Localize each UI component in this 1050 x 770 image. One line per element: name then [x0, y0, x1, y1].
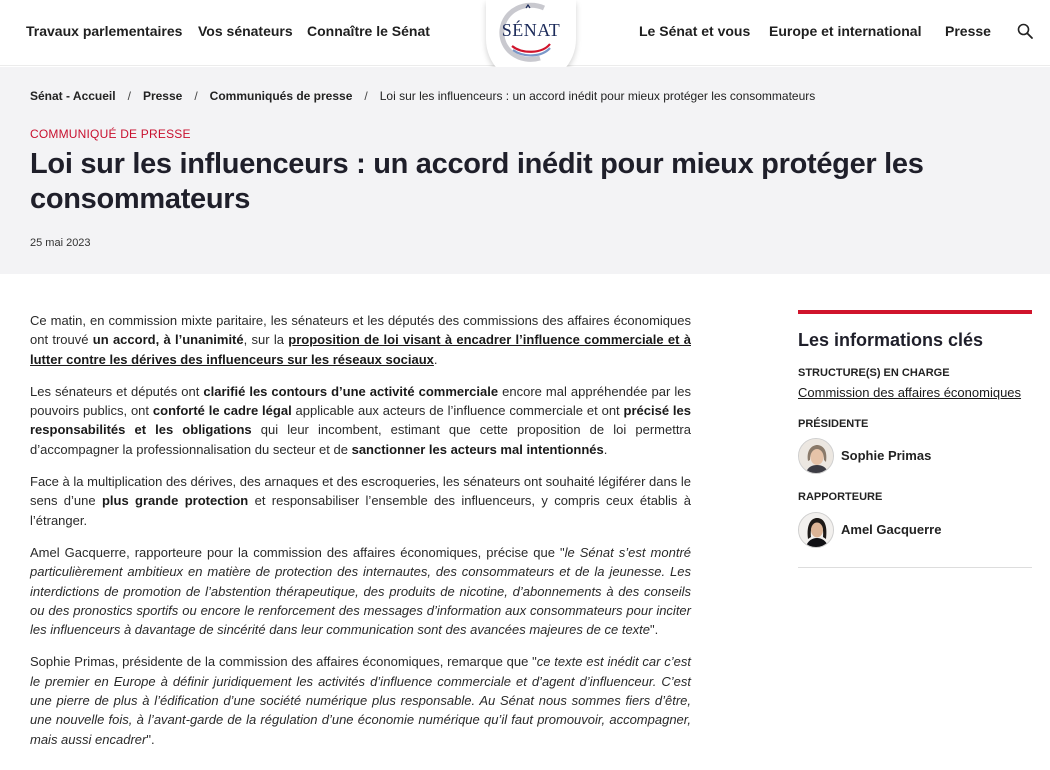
article-paragraph-3 [30, 472, 691, 530]
breadcrumb-communiques[interactable]: Communiqués de presse [209, 89, 353, 103]
quote: ce texte est inédit car c’est le premier en Europe à définir juridiquement les activités d’influence commerciale et d’agent d’influenceur. C’est une pierre de plus à l’édification d’une société numérique plus responsable. Au Sénat nous sommes fiers d’être, une nouvelle fois, à l’avant-garde de la régulation d’une économie numérique qu’il faut promouvoir, accompagner, mais aussi encadrer [30, 654, 691, 747]
rapporteur-person[interactable] [798, 512, 1032, 548]
search-icon[interactable] [1016, 22, 1034, 40]
bill-link[interactable]: proposition de loi visant à encadrer l’influence commerciale et à lutter contre les dérives des influenceurs sur les réseaux sociaux [30, 332, 691, 367]
person-portrait-icon [799, 513, 834, 548]
text: applicable aux acteurs de l’influence commerciale et ont [291, 403, 624, 419]
nav-le-senat-et-vous[interactable]: Le Sénat et vous [639, 23, 751, 39]
nav-europe-et-international[interactable]: Europe et international [769, 23, 922, 39]
nav-vos-senateurs[interactable]: Vos sénateurs [198, 23, 293, 39]
president-name[interactable]: Sophie Primas [841, 448, 932, 463]
key-information-panel [798, 310, 1032, 568]
breadcrumb-current: Loi sur les influenceurs : un accord inédit pour mieux protéger les consommateurs [379, 89, 816, 103]
text: , sur la [243, 332, 289, 348]
avatar [798, 438, 834, 474]
article-paragraph-4 [30, 543, 691, 639]
emphasis: clarifié les contours d’une activité commerciale [203, 383, 499, 399]
text: Ce matin, en commission mixte paritaire, les sénateurs et les députés des commissions des affaires économiques ont trouvé [30, 313, 691, 348]
president-label: PRÉSIDENTE [798, 418, 869, 430]
emphasis: sanctionner les acteurs mal intentionnés [351, 441, 604, 457]
text: Face à la multiplication des dérives, des arnaques et des escroqueries, les sénateurs ont souhaité légiférer dans le sens d’une [30, 474, 691, 509]
breadcrumb-separator: / [194, 89, 198, 103]
emphasis: conforté le cadre légal [152, 403, 292, 419]
emphasis: plus grande protection [101, 493, 249, 509]
text: ". [650, 622, 659, 638]
rapporteur-name[interactable]: Amel Gacquerre [841, 522, 942, 537]
key-information-title: Les informations clés [798, 330, 984, 350]
article-body [30, 311, 691, 762]
page-header-banner [0, 67, 1050, 274]
emphasis: un accord, à l’unanimité [92, 332, 244, 348]
article-paragraph-1 [30, 311, 691, 369]
page-category: COMMUNIQUÉ DE PRESSE [30, 127, 191, 141]
publication-date: 25 mai 2023 [30, 237, 91, 249]
nav-travaux-parlementaires[interactable]: Travaux parlementaires [26, 23, 183, 39]
text: ". [146, 731, 155, 747]
structure-label: STRUCTURE(S) EN CHARGE [798, 367, 950, 379]
avatar [798, 512, 834, 548]
nav-connaitre-le-senat[interactable]: Connaître le Sénat [307, 23, 430, 39]
text: Sophie Primas, présidente de la commission des affaires économiques, remarque que " [30, 654, 537, 670]
breadcrumb-home[interactable]: Sénat - Accueil [30, 89, 116, 103]
page-title: Loi sur les influenceurs : un accord inédit pour mieux protéger les consommateurs [30, 148, 924, 215]
breadcrumb-presse[interactable]: Presse [142, 89, 183, 103]
breadcrumb [30, 89, 815, 103]
rapporteur-label: RAPPORTEURE [798, 491, 883, 503]
logo-wordmark: SÉNAT [501, 20, 561, 40]
text: et responsabiliser l’ensemble des influenceurs, y compris ceux établis à l’étranger. [30, 493, 691, 528]
breadcrumb-separator: / [127, 89, 131, 103]
breadcrumb-separator: / [364, 89, 368, 103]
emphasis: précisé les responsabilités et les obligations [30, 403, 692, 438]
president-person[interactable] [798, 438, 1032, 474]
text: qui leur incombent, estimant que cette proposition de loi permettra d’accompagner la professionnalisation du secteur et de [30, 422, 691, 457]
top-navigation [0, 0, 1050, 66]
text: . [603, 441, 608, 457]
article-paragraph-5 [30, 652, 691, 748]
text: . [433, 351, 438, 367]
quote: le Sénat s’est montré particulièrement ambitieux en matière de protection des internautes, des consommateurs et de la jeunesse. Les interdictions de promotion de l’abstention thérapeutique, des produits de nicotine, d’abonnements à des conseils ou des pronostics sportifs ou encore le renforcement des messages d’information aux consommateurs pour inciter les influenceurs à davantage de sincérité dans leur communication sont des avancées majeures de ce texte [30, 544, 691, 638]
text: Amel Gacquerre, rapporteure pour la commission des affaires économiques, précise que " [30, 544, 565, 560]
text: encore mal appréhendée par les pouvoirs publics, ont [30, 383, 691, 419]
article-paragraph-2 [30, 382, 691, 459]
nav-presse[interactable]: Presse [945, 23, 991, 39]
person-portrait-icon [799, 439, 834, 474]
commission-link[interactable]: Commission des affaires économiques [798, 385, 1022, 400]
text: Les sénateurs et députés ont [30, 383, 204, 399]
